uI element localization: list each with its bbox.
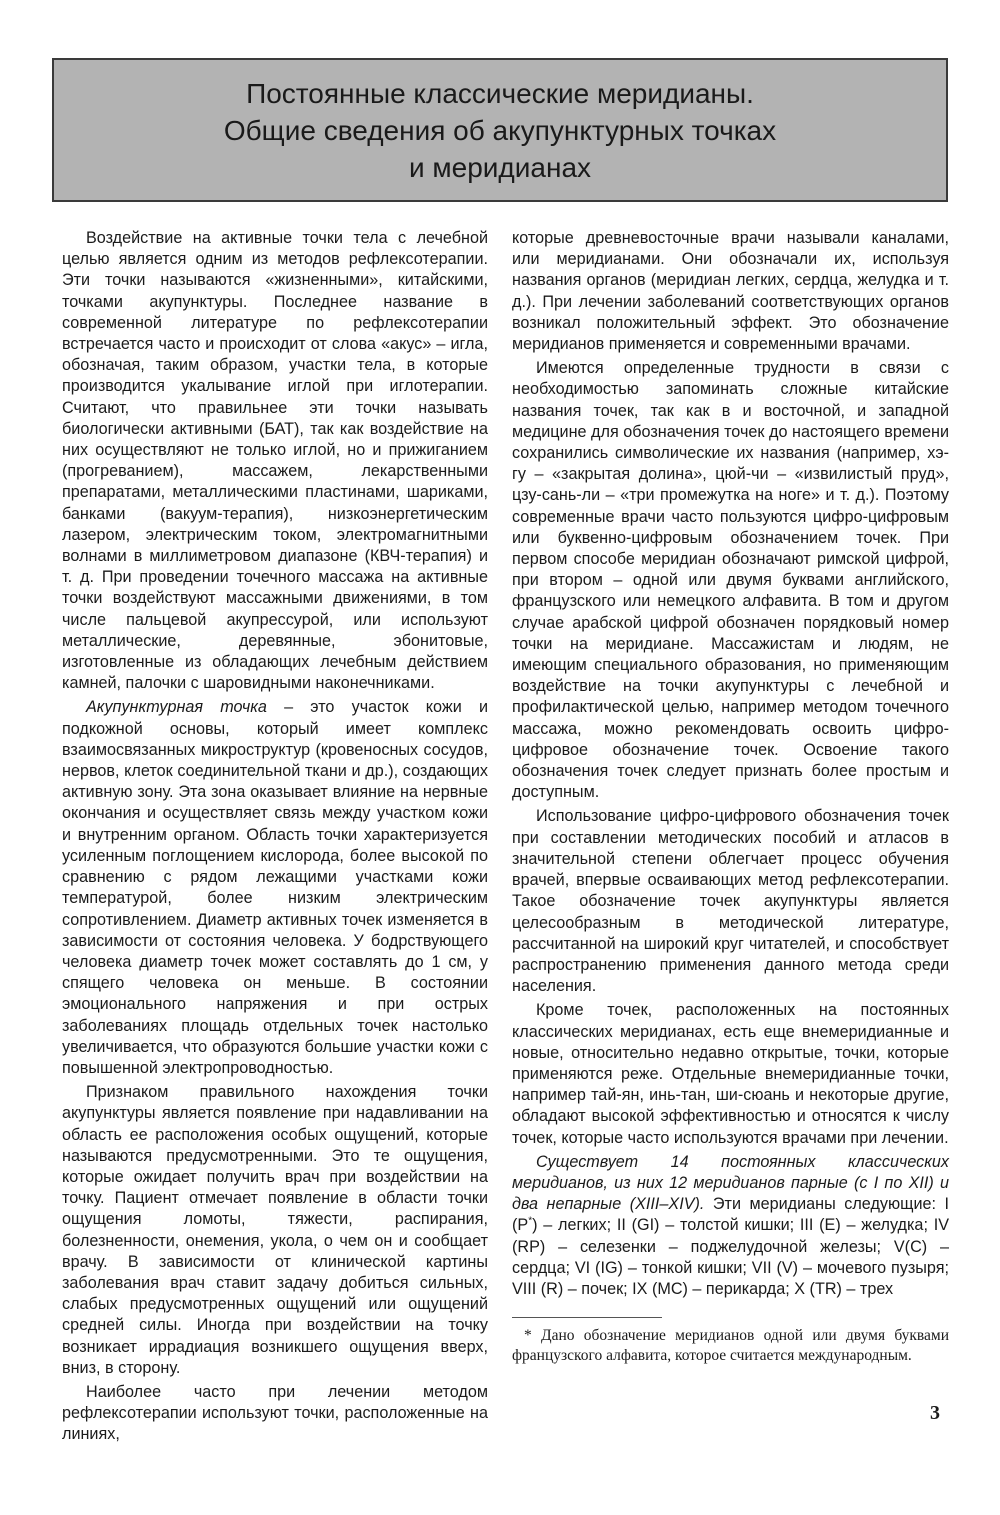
paragraph <box>62 697 488 1079</box>
left-column <box>62 228 488 1449</box>
paragraph: Воздействие на активные точки тела с лечебной целью является одним из методов рефлексотерапии. Эти точки называются «жизненными», китайскими, точками акупунктуры. Последнее название в современной литературе по рефлексотерапии встречается часто и происходит от слова «акус» – игла, обозначая, таким образом, участки тела, в которые производится укалывание иглой при иглотерапии. Считают, что правильнее эти точки называть биологически активными (БАТ), так как воздействие на них осуществляют не только иглой, но и прижиганием (прогреванием), массажем, лекарственными препаратами, металлическими пластинами, шариками, банками (вакуум-терапия), низкоэнергетическим лазером, электрическим током, электромагнитными волнами в миллиметровом диапазоне (КВЧ-терапия) и т. д. При проведении точечного массажа на активные точки воздействуют массажными движениями, в том числе пальцевой акупрессурой, или используют металлические, деревянные, эбонитовые, изготовленные из обладающих лечебным действием камней, палочки с шаровидными наконечниками. <box>62 229 488 693</box>
footnote-divider <box>512 1317 662 1318</box>
chapter-title-line-3: и меридианах <box>408 151 592 183</box>
footnote: * Дано обозначение меридианов одной или двумя буквами французского алфавита, которое считается международным. <box>512 1327 949 1364</box>
emphasis-italic: Существует 14 постоянных классических меридианов, из них 12 меридианов парные (с I по XII) и два непарные (XIII–XIV). <box>512 1152 949 1214</box>
chapter-title <box>224 75 776 186</box>
paragraph: Имеются определенные трудности в связи с необходимостью запоминать сложные китайские названия точек, так как в и восточной, и западной медицине для обозначения точек до настоящего времени сохранились символические их названия (например, хэ-гу – «закрытая долина», цюй-чи – «извилистый пруд», цзу-сань-ли – «три промежутка на ноге» и т. д.). Поэтому современные врачи часто пользуются цифро-цифровым или буквенно-цифровым обозначением точек. При первом способе меридиан обозначают римской цифрой, при втором – одной или двумя буквами английского, французского или немецкого алфавита. В том и другом случае арабской цифрой обозначен порядковый номер точки на меридиане. Массажистам и людям, не имеющим специального образования, но применяющим воздействие на точки акупунктуры с лечебной и профилактической целью, например методом точечного массажа, можно рекомендовать освоить цифро-цифровое обозначение точек. Освоение такого обозначения точек следует признать более простым и доступным. <box>512 359 949 802</box>
chapter-title-box <box>52 58 948 202</box>
paragraph-text: Эти меридианы следующие: I (P <box>512 1195 949 1235</box>
paragraph-text: ) – легких; II (GI) – толстой кишки; III (E) – желудка; IV (RP) – селезенки – поджелудочной железы; V(C) – сердца; VI (IG) – тонкой кишки; VII (V) – мочевого пузыря; VIII (R) – почек; IX (MC) – перикарда; X (TR) – трех <box>512 1216 949 1298</box>
chapter-title-line-2: Общие сведения об акупунктурных точках <box>223 114 777 146</box>
right-column <box>512 228 949 1303</box>
page-number: 3 <box>930 1402 940 1424</box>
paragraph: которые древневосточные врачи называли каналами, или меридианами. Они обозначали их, используя названия органов (меридиан легких, сердца, желудка и т. д.). При лечении заболеваний соответствующих органов возникал положительный эффект. Это обозначение меридианов применяется и современными врачами. <box>512 229 949 354</box>
paragraph: Кроме точек, расположенных на постоянных классических меридианах, есть еще внемеридианные и новые, относительно недавно открытые, точки, которые применяются реже. Отдельные внемеридианные точки, например тай-ян, инь-тан, ши-сюань и некоторые другие, обладают высокой эффективностью и относятся к числу точек, которые часто используются врачами при лечении. <box>512 1001 949 1147</box>
paragraph <box>512 1152 949 1300</box>
paragraph: Использование цифро-цифрового обозначения точек при составлении методических пособий и атласов в значительной степени облегчает процесс обучения врачей, впервые осваивающих метод рефлексотерапии. Такое обозначение точек акупунктуры является целесообразным в методической литературе, рассчитанной на широкий круг читателей, и способствует распространению применения данного метода среди населения. <box>512 807 949 996</box>
paragraph-text: – это участок кожи и подкожной основы, который имеет комплекс взаимосвязанных микроструктур (кровеносных сосудов, нервов, клеток соединительной ткани и др.), создающих активную зону. Эта зона оказывает влияние на нервные окончания и осуществляет связь между участком кожи и внутренним органом. Область точки характеризуется усиленным поглощением кислорода, более высокой по сравнению с рядом лежащими участками кожи температурой, более низким электрическим сопротивлением. Диаметр активных точек изменяется в зависимости от состояния человека. У бодрствующего человека диаметр точек может составлять до 1 см, у спящего человека он меньше. В состоянии эмоционального напряжения и при острых заболеваниях площадь отдельных точек настолько увеличивается, что образуются большие участки кожи с повышенной электропроводностью. <box>62 698 488 1077</box>
term-italic: Акупунктурная точка <box>86 698 267 717</box>
chapter-title-line-1: Постоянные классические меридианы. <box>246 77 754 109</box>
footnote-marker: * <box>528 1215 533 1227</box>
paragraph: Наиболее часто при лечении методом рефлексотерапии используют точки, расположенные на линиях, <box>62 1382 488 1444</box>
paragraph: Признаком правильного нахождения точки акупунктуры является появление при надавливании на область ее расположения особых ощущений, которые называются предусмотренными. Это те ощущения, которые ожидает получить врач при воздействии на точку. Пациент отмечает появление в области точки ощущения ломоты, тяжести, распирания, болезненности, онемения, укола, о чем он и сообщает врачу. В зависимости от клинической картины заболевания врач ставит задачу добиться сильных, слабых предусмотренных ощущений или ощущений средней силы. Иногда при воздействии на точку возникает иррадиация возникшего ощущения вверх, вниз, в сторону. <box>62 1083 488 1377</box>
